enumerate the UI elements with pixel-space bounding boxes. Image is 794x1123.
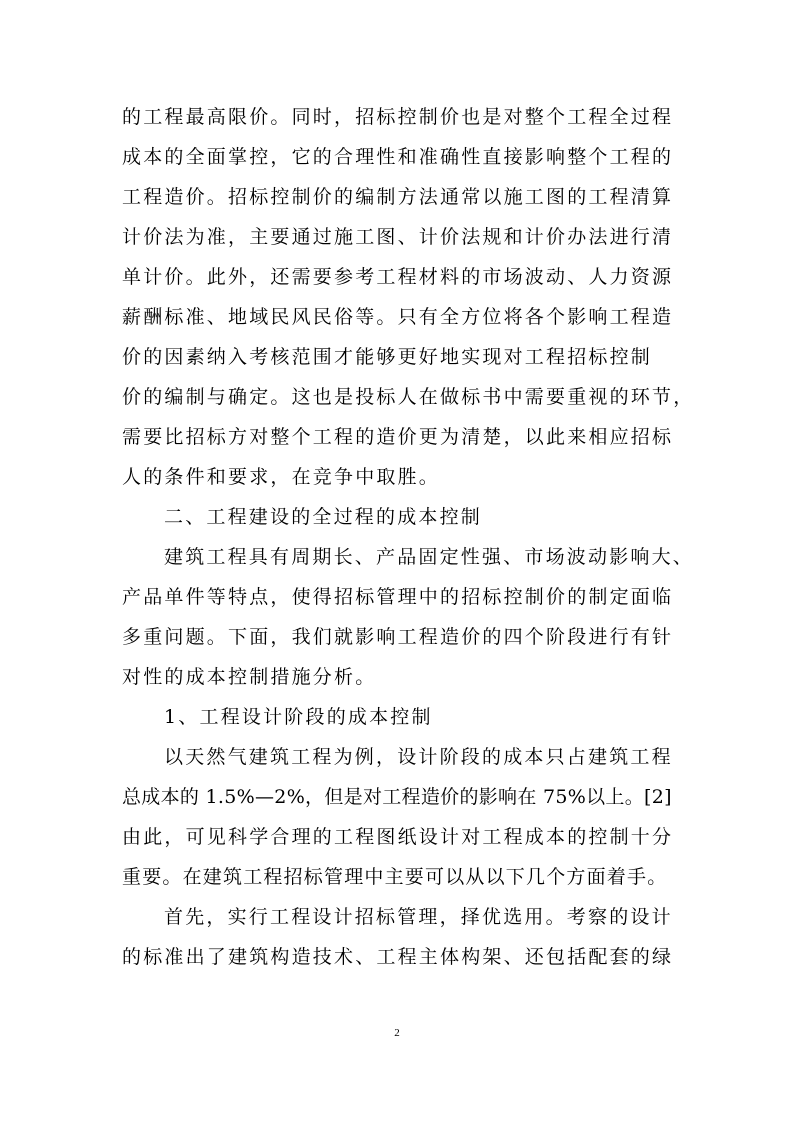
text-line: 产品单件等特点，使得招标管理中的招标控制价的制定面临 bbox=[122, 586, 674, 608]
subsection-heading: 1、工程设计阶段的成本控制 bbox=[164, 706, 433, 728]
text-line: 需要比招标方对整个工程的造价更为清楚，以此来相应招标 bbox=[122, 426, 674, 448]
text-line: 成本的全面掌控，它的合理性和准确性直接影响整个工程的 bbox=[122, 146, 674, 168]
text-line: 重要。在建筑工程招标管理中主要可以从以下几个方面着手。 bbox=[122, 866, 668, 888]
text-line: 由此，可见科学合理的工程图纸设计对工程成本的控制十分 bbox=[122, 826, 674, 848]
text-line: 总成本的 1.5%—2%，但是对工程造价的影响在 75%以上。[2] bbox=[122, 786, 672, 808]
text-line: 工程造价。招标控制价的编制方法通常以施工图的工程清算 bbox=[122, 186, 674, 208]
text-line: 价的编制与确定。这也是投标人在做标书中需要重视的环节， bbox=[122, 386, 695, 408]
text-line: 单计价。此外，还需要参考工程材料的市场波动、人力资源 bbox=[122, 266, 674, 288]
page-number: 2 bbox=[394, 1027, 400, 1039]
text-line: 多重问题。下面，我们就影响工程造价的四个阶段进行有针 bbox=[122, 626, 674, 648]
text-line: 价的因素纳入考核范围才能够更好地实现对工程招标控制 bbox=[122, 346, 653, 368]
text-line: 的标准出了建筑构造技术、工程主体构架、还包括配套的绿 bbox=[122, 946, 674, 968]
text-line: 对性的成本控制措施分析。 bbox=[122, 666, 377, 688]
text-line: 人的条件和要求，在竞争中取胜。 bbox=[122, 466, 441, 488]
text-line: 的工程最高限价。同时，招标控制价也是对整个工程全过程 bbox=[122, 106, 674, 128]
section-heading: 二、工程建设的全过程的成本控制 bbox=[164, 506, 483, 528]
text-line: 首先，实行工程设计招标管理，择优选用。考察的设计 bbox=[164, 906, 673, 928]
text-line: 计价法为准，主要通过施工图、计价法规和计价办法进行清 bbox=[122, 226, 674, 248]
text-line: 薪酬标准、地域民风民俗等。只有全方位将各个影响工程造 bbox=[122, 306, 674, 328]
text-line: 以天然气建筑工程为例，设计阶段的成本只占建筑工程 bbox=[164, 746, 673, 768]
text-line: 建筑工程具有周期长、产品固定性强、市场波动影响大、 bbox=[164, 546, 695, 568]
